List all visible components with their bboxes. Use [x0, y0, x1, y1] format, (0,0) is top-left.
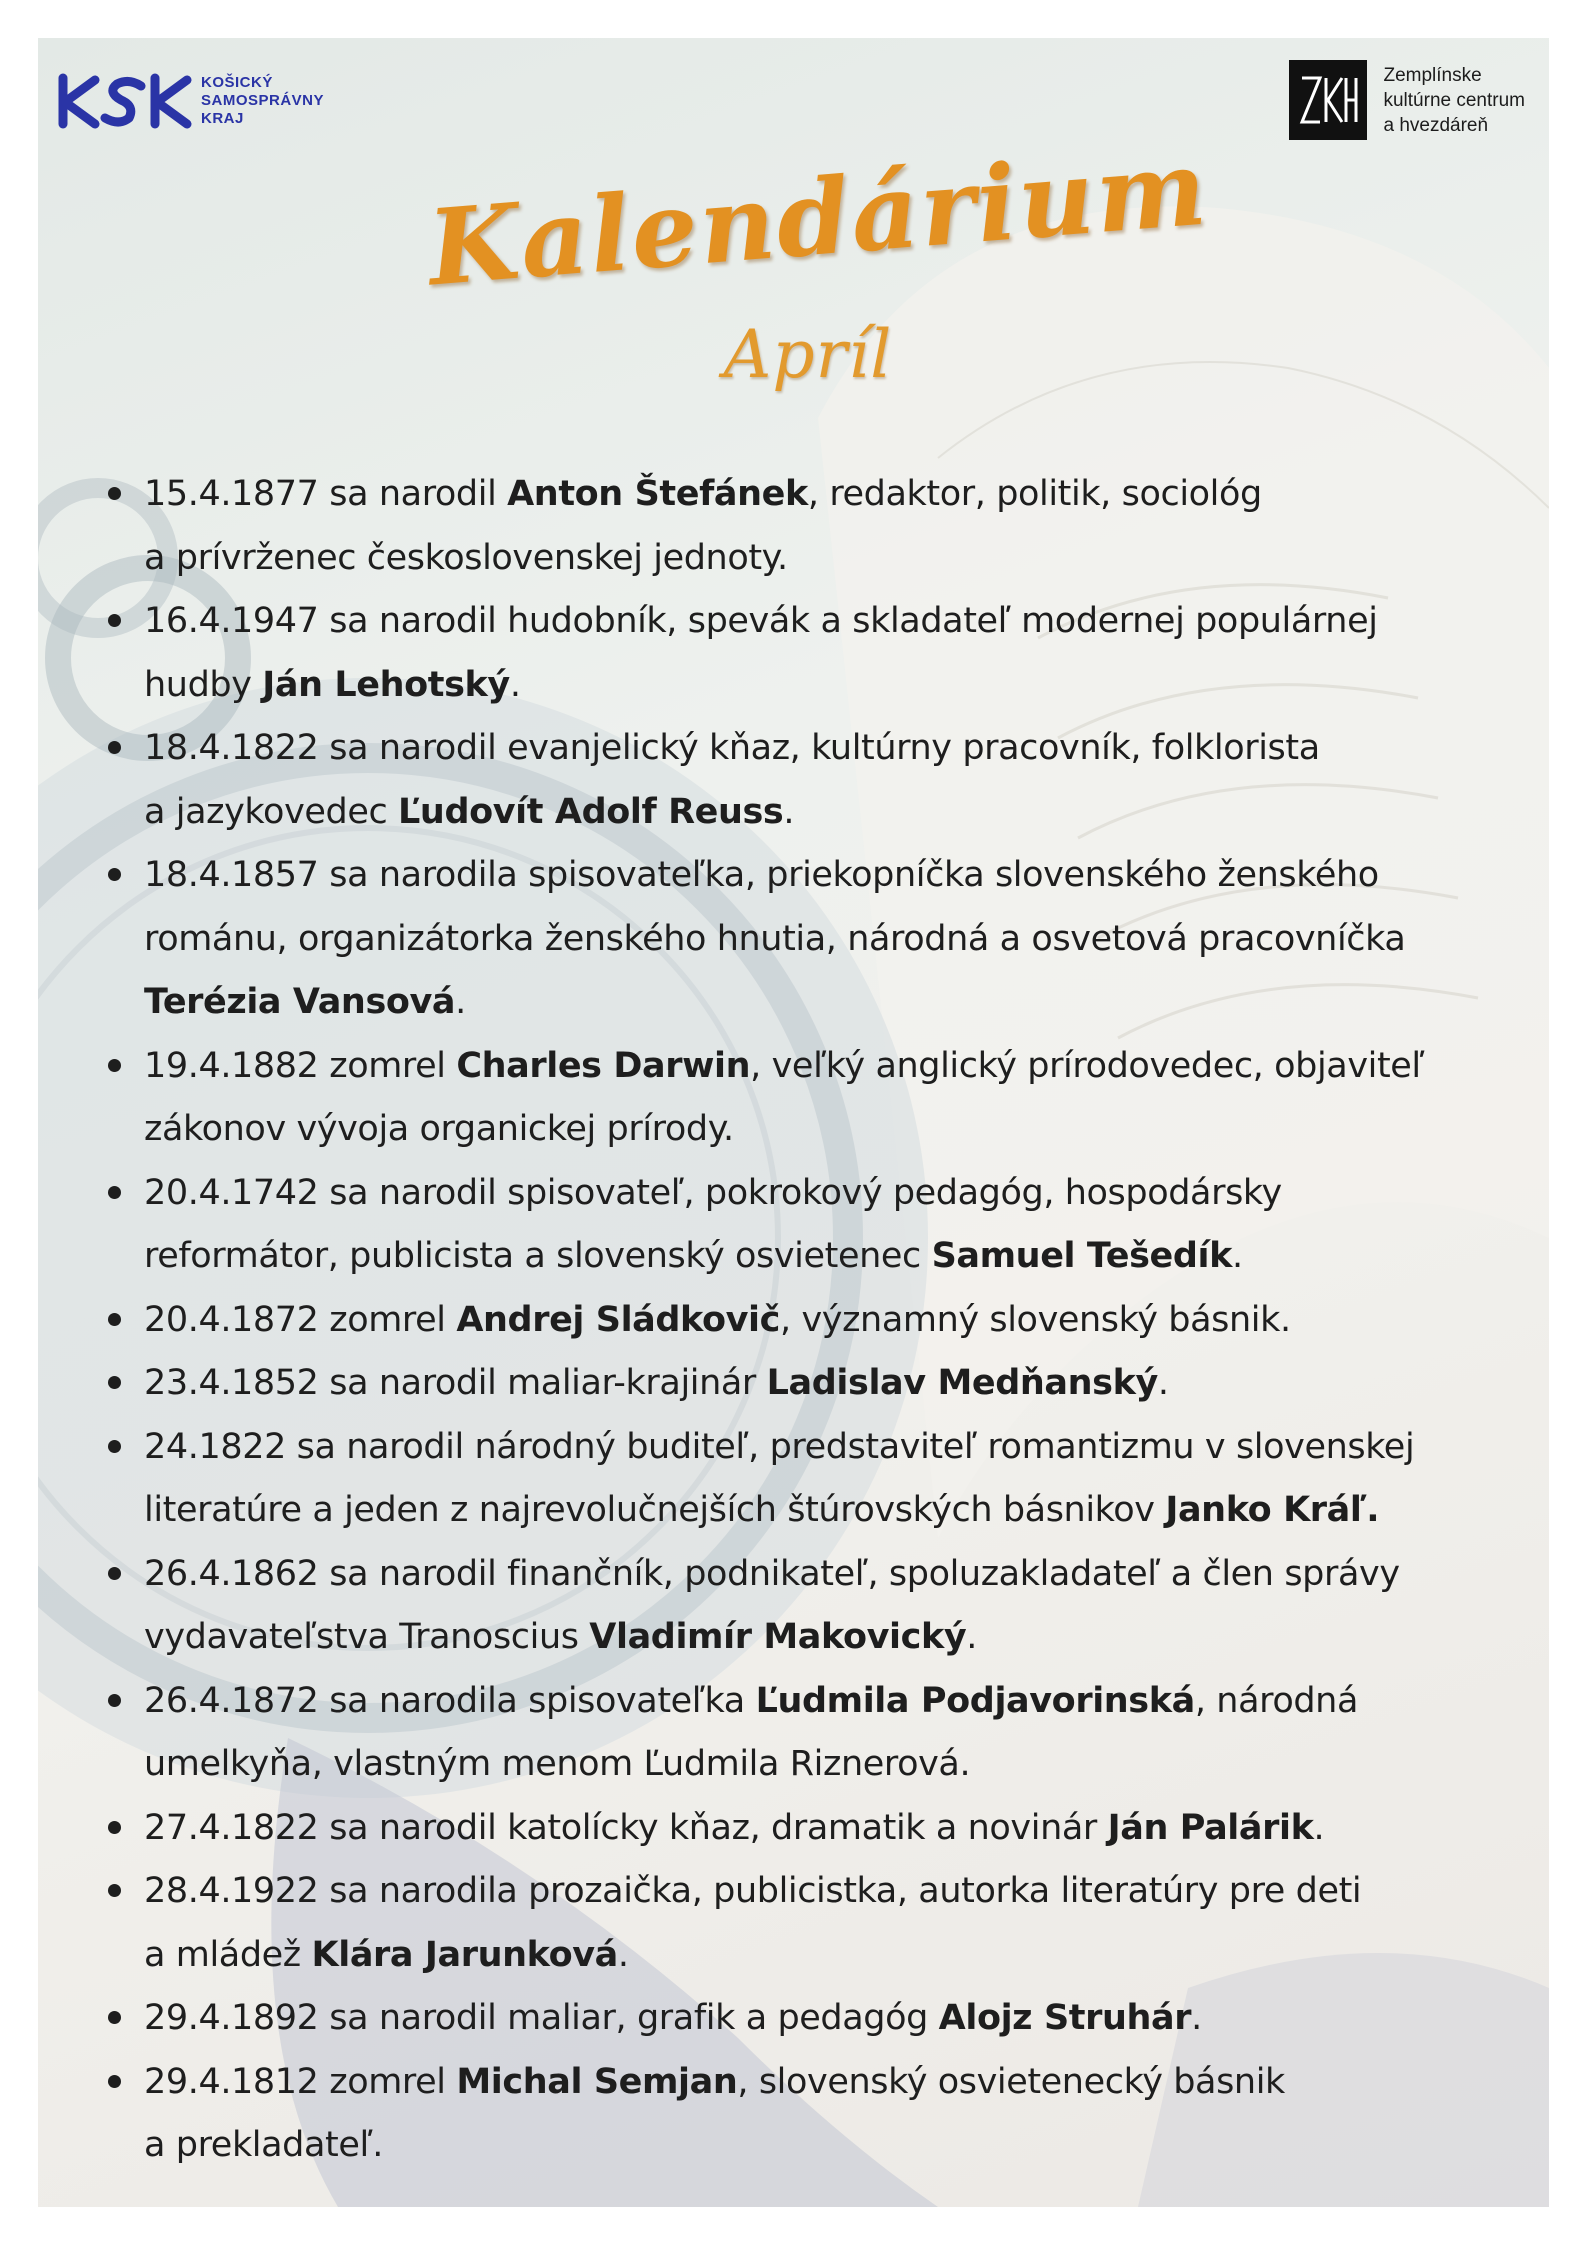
bullet-icon [108, 1567, 121, 1580]
event-text: umelkyňa, vlastným menom Ľudmila Riznerová. [144, 1744, 971, 1784]
ksk-line-1: KOŠICKÝ [201, 74, 273, 91]
event-text: zákonov vývoja organickej prírody. [144, 1109, 734, 1149]
event-person: Klára Jarunková [311, 1934, 618, 1975]
event-text: , národná [1194, 1680, 1359, 1721]
event-person: Ján Lehotský [262, 664, 510, 705]
ksk-logo [55, 72, 324, 130]
event-text: 18.4.1857 sa narodila spisovateľka, priekopníčka slovenského ženského [144, 855, 1379, 895]
event-text: 29.4.1892 sa narodil maliar, grafik a pedagóg [144, 1998, 939, 2038]
event-text: hudby [144, 664, 263, 705]
event-text: 19.4.1882 zomrel [144, 1045, 457, 1086]
list-item [74, 1543, 1534, 1670]
zkc-logo-icon [1289, 60, 1367, 140]
bullet-icon [108, 741, 121, 754]
bullet-icon [108, 1186, 121, 1199]
event-person: Alojz Struhár [938, 1998, 1192, 2038]
list-item [74, 1162, 1534, 1289]
bullet-icon [108, 1821, 121, 1834]
ksk-line-3: KRAJ [201, 110, 244, 127]
list-item [74, 2051, 1534, 2178]
event-text: , významný slovenský básnik. [780, 1299, 1291, 1340]
zkc-line-2: kultúrne centrum [1383, 89, 1525, 111]
event-list [74, 463, 1534, 2178]
event-text: 18.4.1822 sa narodil evanjelický kňaz, kultúrny pracovník, folklorista [144, 728, 1320, 768]
zkc-line-3: a hvezdáreň [1383, 114, 1489, 136]
list-item [74, 1797, 1534, 1861]
bullet-icon [108, 1059, 121, 1072]
event-text: . [1157, 1363, 1169, 1403]
zkc-line-1: Zemplínske [1383, 64, 1482, 86]
ksk-logo-text [201, 74, 324, 128]
event-text: , redaktor, politik, sociológ [807, 474, 1262, 514]
event-text: 20.4.1872 zomrel [144, 1299, 457, 1340]
zkc-logo-text [1383, 63, 1525, 138]
poster [38, 38, 1549, 2207]
event-text: 20.4.1742 sa narodil spisovateľ, pokrokový pedagóg, hospodársky [144, 1172, 1282, 1213]
bullet-icon [108, 1440, 121, 1453]
event-person: Terézia Vansová [144, 982, 456, 1022]
list-item [74, 1035, 1534, 1162]
bullet-icon [108, 1376, 121, 1389]
event-text: . [509, 664, 521, 705]
event-text: . [617, 1934, 629, 1975]
list-item [74, 463, 1534, 590]
page-title: Kalendárium [423, 125, 1213, 310]
event-text: . [1231, 1236, 1243, 1276]
event-text: 26.4.1872 sa narodila spisovateľka [144, 1680, 756, 1721]
event-text: reformátor, publicista a slovenský osvietenec [144, 1236, 932, 1276]
event-text: a jazykovedec [144, 791, 399, 832]
list-item [74, 1670, 1534, 1797]
event-person: Andrej Sládkovič [456, 1299, 780, 1340]
bullet-icon [108, 614, 121, 627]
list-item [74, 844, 1534, 1035]
ksk-line-2: SAMOSPRÁVNY [201, 92, 325, 109]
event-text: 29.4.1812 zomrel [144, 2061, 457, 2102]
zkc-logo [1289, 60, 1525, 140]
event-text: , veľký anglický prírodovedec, objaviteľ [750, 1045, 1425, 1086]
list-item [74, 1987, 1534, 2051]
event-text: literatúre a jeden z najrevolučnejších štúrovských básnikov [144, 1490, 1166, 1530]
event-text: 28.4.1922 sa narodila prozaička, publicistka, autorka literatúry pre deti [144, 1871, 1362, 1911]
event-text: vydavateľstva Tranoscius [144, 1617, 590, 1657]
bullet-icon [108, 2075, 121, 2088]
event-person: Vladimír Makovický [589, 1617, 967, 1657]
bullet-icon [108, 1694, 121, 1707]
event-text: románu, organizátorka ženského hnutia, národná a osvetová pracovníčka [144, 918, 1406, 959]
bullet-icon [108, 2011, 121, 2024]
event-person: Ľudmila Podjavorinská [755, 1680, 1195, 1721]
event-person: Ladislav Medňanský [766, 1363, 1158, 1403]
event-text: a prívrženec československej jednoty. [144, 537, 788, 578]
event-person: Ľudovít Adolf Reuss [398, 791, 784, 832]
event-text: . [783, 791, 795, 832]
event-person: Janko Kráľ. [1165, 1490, 1380, 1530]
event-text: 27.4.1822 sa narodil katolícky kňaz, dramatik a novinár [144, 1807, 1108, 1848]
event-text: 15.4.1877 sa narodil [144, 474, 508, 514]
ksk-logo-icon [55, 72, 195, 130]
event-text: . [1191, 1998, 1202, 2038]
list-item [74, 1416, 1534, 1543]
bullet-icon [108, 868, 121, 881]
bullet-icon [108, 1884, 121, 1897]
event-person: Ján Palárik [1107, 1807, 1314, 1848]
list-item [74, 717, 1534, 844]
event-text: a prekladateľ. [144, 2125, 383, 2165]
event-text: 24.1822 sa narodil národný buditeľ, predstaviteľ romantizmu v slovenskej [144, 1426, 1415, 1467]
page-subtitle: Apríl [723, 316, 893, 393]
list-item [74, 1352, 1534, 1416]
event-text: 23.4.1852 sa narodil maliar-krajinár [144, 1363, 767, 1403]
event-person: Samuel Tešedík [931, 1236, 1232, 1276]
event-text: 16.4.1947 sa narodil hudobník, spevák a skladateľ modernej populárnej [144, 601, 1378, 641]
list-item [74, 1860, 1534, 1987]
event-text: . [455, 982, 466, 1022]
event-text: . [966, 1617, 977, 1657]
event-person: Charles Darwin [456, 1045, 751, 1086]
event-text: . [1313, 1807, 1325, 1848]
event-person: Anton Štefánek [507, 474, 808, 514]
bullet-icon [108, 1313, 121, 1326]
bullet-icon [108, 487, 121, 500]
list-item [74, 1289, 1534, 1353]
event-text: , slovenský osvietenecký básnik [737, 2061, 1285, 2102]
list-item [74, 590, 1534, 717]
event-person: Michal Semjan [456, 2061, 738, 2102]
event-text: a mládež [144, 1934, 312, 1975]
event-text: 26.4.1862 sa narodil finančník, podnikateľ, spoluzakladateľ a člen správy [144, 1553, 1400, 1594]
